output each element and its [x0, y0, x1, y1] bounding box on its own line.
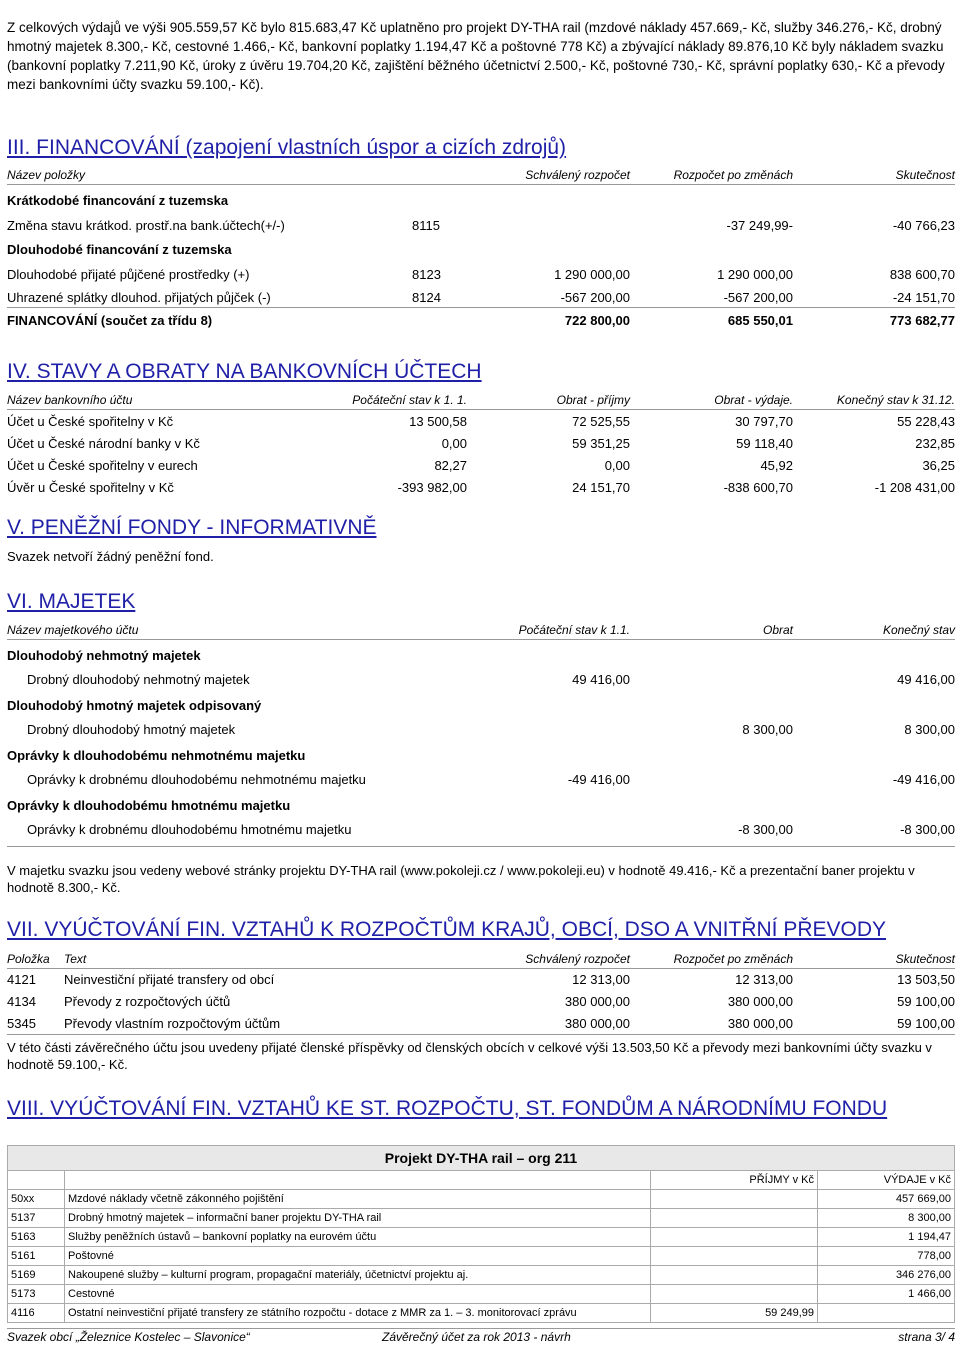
- cell: -838 600,70: [723, 480, 793, 495]
- cell: Nakoupené služby – kulturní program, propagační materiály, účetnictví projektu aj.: [65, 1266, 651, 1285]
- bank-row: [7, 434, 955, 454]
- cell: Oprávky k drobnému dlouhodobému nehmotnému majetku: [27, 772, 366, 787]
- cell: 50xx: [8, 1190, 65, 1209]
- group-long-term: [7, 240, 955, 260]
- cell: Účet u České národní banky v Kč: [7, 436, 200, 451]
- group-label: [7, 796, 955, 816]
- cell: [65, 1171, 651, 1190]
- cell: 8123: [412, 267, 441, 282]
- cell: 49 416,00: [572, 672, 630, 687]
- section-iv-title: IV. STAVY A OBRATY NA BANKOVNÍCH ÚČTECH: [7, 360, 482, 383]
- group-label: [7, 696, 955, 716]
- divider: [7, 846, 955, 847]
- label: Dlouhodobý hmotný majetek odpisovaný: [7, 698, 262, 713]
- group-label: Krátkodobé financování z tuzemska: [7, 193, 229, 208]
- cell: 4116: [8, 1304, 65, 1323]
- cell: -49 416,00: [567, 772, 630, 787]
- col: Konečný stav k 31.12.: [836, 393, 955, 407]
- cell: 380 000,00: [727, 994, 793, 1009]
- cell: 36,25: [922, 458, 955, 473]
- cell: 8 300,00: [742, 722, 793, 737]
- cell: -40 766,23: [892, 218, 955, 233]
- cell: -8 300,00: [900, 822, 955, 837]
- col: Obrat: [762, 623, 793, 637]
- cell: Mzdové náklady včetně zákonného pojištění: [65, 1190, 651, 1209]
- cell: 4134: [7, 994, 36, 1009]
- table-row: [7, 770, 955, 790]
- cell: 72 525,55: [572, 414, 630, 429]
- transfer-row: [7, 992, 955, 1012]
- cell: [651, 1266, 818, 1285]
- cell: Drobný hmotný majetek – informační baner projektu DY-THA rail: [65, 1209, 651, 1228]
- group-label: Dlouhodobé financování z tuzemska: [7, 242, 232, 257]
- expense-row: [8, 1228, 955, 1247]
- label: Dlouhodobý nehmotný majetek: [7, 648, 201, 663]
- cell: 346 276,00: [818, 1266, 955, 1285]
- table-row: [7, 216, 955, 236]
- cell: 4121: [7, 972, 36, 987]
- cell: 59 100,00: [897, 1016, 955, 1031]
- table-row: [7, 288, 955, 308]
- table-row: [7, 670, 955, 690]
- page-footer: [7, 1328, 955, 1345]
- cell: [8, 1171, 65, 1190]
- bank-row: [7, 456, 955, 476]
- cell: [818, 1304, 955, 1323]
- transfer-row: [7, 970, 955, 990]
- cell: [651, 1209, 818, 1228]
- cell: 82,27: [434, 458, 467, 473]
- cell: 24 151,70: [572, 480, 630, 495]
- cell: 838 600,70: [889, 267, 955, 282]
- cell: 5161: [8, 1247, 65, 1266]
- cell: 1 466,00: [818, 1285, 955, 1304]
- expense-row: [8, 1266, 955, 1285]
- cell: 5345: [7, 1016, 36, 1031]
- cell: 12 313,00: [572, 972, 630, 987]
- cell: Oprávky k drobnému dlouhodobému hmotnému majetku: [27, 822, 352, 837]
- funds-note: [7, 547, 955, 567]
- col-income: PŘÍJMY v Kč: [651, 1171, 818, 1190]
- col: Název bankovního účtu: [7, 393, 133, 407]
- cell: [651, 1285, 818, 1304]
- col: Konečný stav: [882, 623, 955, 637]
- cell: -24 151,70: [892, 290, 955, 305]
- col: Počáteční stav k 1.1.: [518, 623, 630, 637]
- cell: -567 200,00: [560, 290, 630, 305]
- cell: 5173: [8, 1285, 65, 1304]
- transfers-header: [7, 950, 955, 969]
- cell: -37 249,99-: [726, 218, 793, 233]
- cell: Změna stavu krátkod. prostř.na bank.účtech(+/-): [7, 218, 285, 233]
- col-name: Název položky: [7, 168, 86, 182]
- cell: -393 982,00: [397, 480, 467, 495]
- bank-header: [7, 391, 955, 410]
- cell: [651, 1247, 818, 1266]
- cell: -8 300,00: [738, 822, 793, 837]
- cell: 59 118,40: [736, 436, 793, 451]
- cell: 1 194,47: [818, 1228, 955, 1247]
- cell: Neinvestiční přijaté transfery od obcí: [64, 972, 275, 987]
- col: Obrat - výdaje.: [714, 393, 793, 407]
- expense-row: [8, 1247, 955, 1266]
- col: Název majetkového účtu: [7, 623, 139, 637]
- cell: FINANCOVÁNÍ (součet za třídu 8): [7, 313, 213, 328]
- col: Položka: [7, 952, 50, 966]
- table-row: [7, 265, 955, 285]
- col: Obrat - příjmy: [556, 393, 630, 407]
- bank-row: [7, 412, 955, 432]
- group-label: [7, 646, 955, 666]
- note-text: Svazek netvoří žádný peněžní fond.: [7, 549, 214, 564]
- transfers-note: V této části závěrečného účtu jsou uvedeny přijaté členské příspěvky od členských obcích v celkové výši 13.503,50 Kč a převody mezi bankovními účty svazku v hodnotě 59.100,- Kč.: [7, 1040, 932, 1072]
- cell: 1 290 000,00: [717, 267, 793, 282]
- footer-org: Svazek obcí „Železnice Kostelec – Slavonice“: [7, 1330, 250, 1344]
- col: Skutečnost: [895, 952, 955, 966]
- cell: 5137: [8, 1209, 65, 1228]
- page-number: strana 3/ 4: [898, 1330, 955, 1344]
- cell: Poštovné: [65, 1247, 651, 1266]
- cell: 5163: [8, 1228, 65, 1247]
- bank-row: [7, 478, 955, 498]
- col: Počáteční stav k 1. 1.: [352, 393, 467, 407]
- section-iii-title: III. FINANCOVÁNÍ (zapojení vlastních úspor a cizích zdrojů): [7, 136, 567, 159]
- cell: 30 797,70: [735, 414, 793, 429]
- cell: Účet u České spořitelny v eurech: [7, 458, 198, 473]
- cell: [651, 1190, 818, 1209]
- asset-header: [7, 621, 955, 640]
- cell: 55 228,43: [897, 414, 955, 429]
- cell: 45,92: [760, 458, 793, 473]
- cell: 457 669,00: [818, 1190, 955, 1209]
- asset-note: V majetku svazku jsou vedeny webové stránky projektu DY-THA rail (www.pokoleji.cz / www.pokoleji.eu) v hodnotě 49.416,- Kč a prezentační baner projektu v hodnotě 8.300,- Kč.: [7, 863, 915, 895]
- col-approved: Schválený rozpočet: [525, 168, 630, 182]
- cell: 59 249,99: [651, 1304, 818, 1323]
- cell: Drobný dlouhodobý hmotný majetek: [27, 722, 236, 737]
- cell: 13 503,50: [897, 972, 955, 987]
- col: Schválený rozpočet: [525, 952, 630, 966]
- section-v-title: V. PENĚŽNÍ FONDY - INFORMATIVNĚ: [7, 516, 377, 539]
- cell: 380 000,00: [564, 994, 630, 1009]
- col: Rozpočet po změnách: [673, 952, 793, 966]
- section-viii-title: VIII. VYÚČTOVÁNÍ FIN. VZTAHŮ KE ST. ROZPOČTU, ST. FONDŮM A NÁRODNÍMU FONDU: [7, 1097, 888, 1120]
- cell: 8124: [412, 290, 441, 305]
- cell: 49 416,00: [897, 672, 955, 687]
- cell: 12 313,00: [735, 972, 793, 987]
- cell: -49 416,00: [892, 772, 955, 787]
- label: Oprávky k dlouhodobému nehmotnému majetku: [7, 748, 306, 763]
- col: Text: [64, 952, 87, 966]
- table-row: [7, 720, 955, 740]
- expense-row: [8, 1304, 955, 1323]
- cell: 722 800,00: [564, 313, 630, 328]
- cell: 59 351,25: [572, 436, 630, 451]
- cell: Úvěr u České spořitelny v Kč: [7, 480, 174, 495]
- cell: 59 100,00: [897, 994, 955, 1009]
- cell: 685 550,01: [727, 313, 793, 328]
- cell: Dlouhodobé přijaté půjčené prostředky (+): [7, 267, 250, 282]
- financing-header: [7, 166, 955, 185]
- cell: 232,85: [915, 436, 955, 451]
- financing-total-row: [7, 311, 955, 331]
- cell: Převody z rozpočtových účtů: [64, 994, 231, 1009]
- group-short-term: [7, 191, 955, 211]
- cell: Ostatní neinvestiční přijaté transfery ze státního rozpočtu - dotace z MMR za 1. – 3. monitorovací zprávu: [65, 1304, 651, 1323]
- cell: 8115: [412, 218, 440, 233]
- cell: 0,00: [604, 458, 630, 473]
- footer-doc: Závěrečný účet za rok 2013 - návrh: [382, 1330, 571, 1344]
- section-vii-title: VII. VYÚČTOVÁNÍ FIN. VZTAHŮ K ROZPOČTŮM KRAJŮ, OBCÍ, DSO A VNITŘNÍ PŘEVODY: [7, 918, 887, 941]
- cell: 380 000,00: [564, 1016, 630, 1031]
- cell: Služby peněžních ústavů – bankovní poplatky na eurovém účtu: [65, 1228, 651, 1247]
- intro-paragraph: Z celkových výdajů ve výši 905.559,57 Kč bylo 815.683,47 Kč uplatněno pro projekt DY-THA rail (mzdové náklady 457.669,- Kč, služby 346.276,- Kč, drobný hmotný majetek 8.300,- Kč, cestovné 1.466,- Kč, bankovní poplatky 1.194,47 Kč a poštovné 778 Kč) a zbývající náklady 89.876,10 Kč byly nákladem svazku (bankovní poplatky 7.211,90 Kč, úroky z úvěru 19.704,20 Kč, zajištění běžného účetnictví 2.500,- Kč, poštovné 730,- Kč, správní poplatky 630,- Kč a převody mezi bankovními účty svazku 59.100,- Kč).: [7, 20, 945, 92]
- col-revised: Rozpočet po změnách: [673, 168, 793, 182]
- transfer-row: [7, 1014, 955, 1034]
- cell: -567 200,00: [723, 290, 793, 305]
- table-row: [7, 820, 955, 840]
- col-expense: VÝDAJE v Kč: [818, 1171, 955, 1190]
- label: Oprávky k dlouhodobému hmotnému majetku: [7, 798, 291, 813]
- divider: [7, 307, 955, 308]
- cell: Převody vlastním rozpočtovým účtům: [64, 1016, 281, 1031]
- project-title: Projekt DY-THA rail – org 211: [8, 1146, 955, 1171]
- cell: 1 290 000,00: [554, 267, 630, 282]
- cell: 773 682,77: [889, 313, 955, 328]
- cell: 380 000,00: [727, 1016, 793, 1031]
- cell: 5169: [8, 1266, 65, 1285]
- col-actual: Skutečnost: [895, 168, 955, 182]
- expense-row: [8, 1190, 955, 1209]
- cell: 8 300,00: [904, 722, 955, 737]
- expense-row: [8, 1285, 955, 1304]
- cell: 13 500,58: [409, 414, 467, 429]
- cell: Cestovné: [65, 1285, 651, 1304]
- state-budget-table: [7, 1145, 955, 1323]
- cell: Účet u České spořitelny v Kč: [7, 414, 174, 429]
- cell: 778,00: [818, 1247, 955, 1266]
- section-vi-title: VI. MAJETEK: [7, 590, 136, 613]
- cell: Uhrazené splátky dlouhod. přijatých půjček (-): [7, 290, 271, 305]
- divider: [7, 1034, 955, 1035]
- expense-row: [8, 1209, 955, 1228]
- cell: [651, 1228, 818, 1247]
- cell: 8 300,00: [818, 1209, 955, 1228]
- cell: Drobný dlouhodobý nehmotný majetek: [27, 672, 250, 687]
- cell: 0,00: [441, 436, 467, 451]
- group-label: [7, 746, 955, 766]
- cell: -1 208 431,00: [874, 480, 955, 495]
